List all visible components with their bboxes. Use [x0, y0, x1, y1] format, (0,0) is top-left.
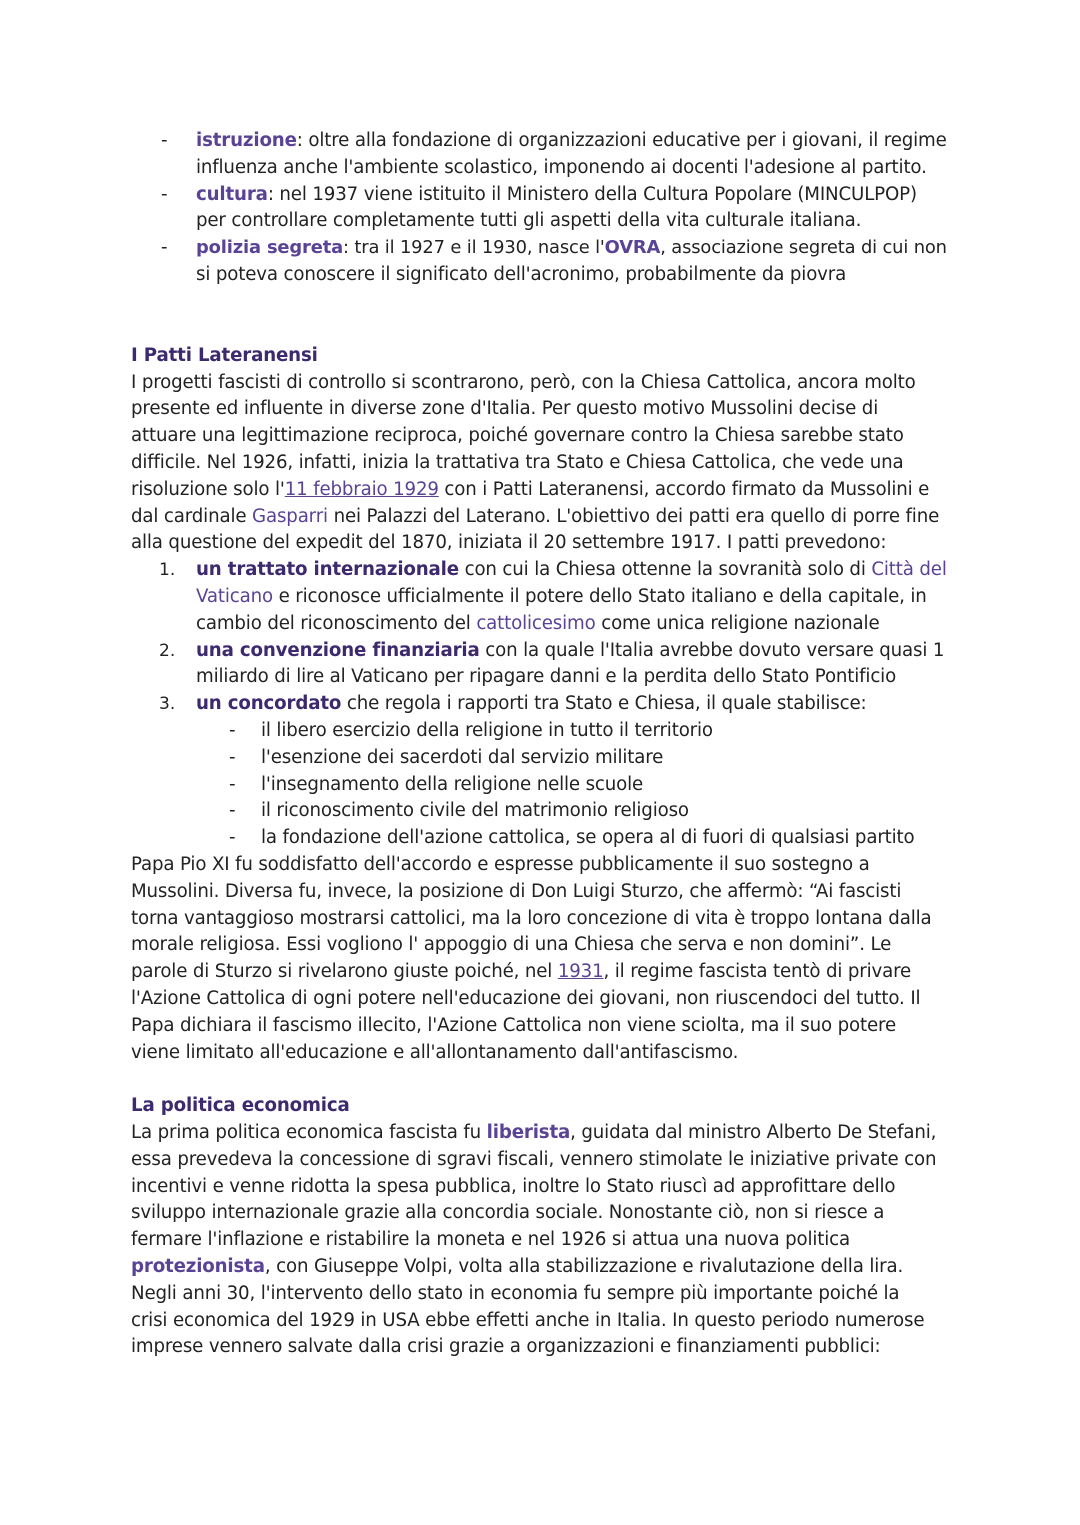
paragraph-line: torna vantaggioso mostrarsi cattolici, ma la loro concezione di vita è troppo lontana dalla — [131, 907, 932, 929]
term-convenzione: una convenzione finanziaria — [196, 639, 480, 661]
top-list — [131, 128, 951, 289]
bullet-dash: - — [161, 237, 168, 259]
item-number: 1. — [159, 560, 176, 581]
list-item-polizia-segreta: - polizia segreta: tra il 1927 e il 1930, nasce l'OVRA, associazione segreta di cui non si poteva conoscere il significato dell'acronimo, probabilmente da piovra — [161, 237, 947, 285]
numbered-item-3: 3. un concordato che regola i rapporti tra Stato e Chiesa, il quale stabilisce: — [131, 691, 951, 718]
link-cattolicesimo[interactable]: cattolicesimo — [476, 612, 596, 634]
paragraph-line: viene limitato all'educazione e all'allontanamento dall'antifascismo. — [131, 1041, 739, 1063]
paragraph-line: alla questione del expedit del 1870, iniziata il 20 settembre 1917. I patti prevedono: — [131, 532, 887, 554]
term-cultura: cultura — [196, 183, 268, 205]
paragraph-line: difficile. Nel 1926, infatti, inizia la trattativa tra Stato e Chiesa Cattolica, che vede una — [131, 451, 904, 473]
paragraph-line: dal cardinale Gasparri nei Palazzi del Laterano. L'obiettivo dei patti era quello di porre fine — [131, 505, 940, 527]
link-1931[interactable]: 1931 — [557, 961, 604, 983]
list-item: - il riconoscimento civile del matrimonio religioso — [229, 800, 689, 822]
paragraph-line: Mussolini. Diversa fu, invece, la posizione di Don Luigi Sturzo, che affermò: “Ai fascisti — [131, 880, 902, 902]
link-citta-del-vaticano[interactable]: Città del — [871, 559, 947, 581]
section-patti-lateranensi — [131, 343, 951, 1067]
paragraph-line: Papa dichiara il fascismo illecito, l'Azione Cattolica non viene sciolta, ma il suo potere — [131, 1014, 896, 1036]
bullet-dash: - — [161, 183, 168, 205]
bullet-dash: - — [161, 130, 168, 151]
heading-politica-economica: La politica economica — [131, 1095, 350, 1117]
link-gasparri[interactable]: Gasparri — [252, 505, 328, 527]
paragraph-line: attuare una legittimazione reciproca, poiché governare contro la Chiesa sarebbe stato — [131, 425, 904, 447]
list-item: - il libero esercizio della religione in tutto il territorio — [229, 719, 713, 741]
term-ovra: OVRA — [604, 237, 661, 259]
list-item: - la fondazione dell'azione cattolica, se opera al di fuori di qualsiasi partito — [229, 827, 915, 849]
paragraph-line: Negli anni 30, l'intervento dello stato in economia fu sempre più importante poiché la — [131, 1282, 900, 1304]
paragraph-line: protezionista, con Giuseppe Volpi, volta alla stabilizzazione e rivalutazione della lira. — [131, 1256, 904, 1278]
concordato-list — [131, 718, 951, 852]
paragraph-line: essa prevedeva la concessione di sgravi fiscali, vennero stimolate le iniziative private con — [131, 1148, 937, 1170]
paragraph-line: I progetti fascisti di controllo si scontrarono, però, con la Chiesa Cattolica, ancora molto — [131, 371, 916, 393]
term-istruzione: istruzione — [196, 130, 297, 151]
paragraph-line: crisi economica del 1929 in USA ebbe effetti anche in Italia. In questo periodo numerose — [131, 1309, 925, 1331]
list-item-cultura: - cultura: nel 1937 viene istituito il Ministero della Cultura Popolare (MINCULPOP) per controllare completamente tutti gli aspetti della vita culturale italiana. — [161, 183, 917, 232]
paragraph-line: l'Azione Cattolica di ogni potere nell'educazione dei giovani, non riuscendoci del tutto. Il — [131, 987, 921, 1009]
paragraph-line: La prima politica economica fascista fu liberista, guidata dal ministro Alberto De Stefani, — [131, 1122, 937, 1144]
term-protezionista: protezionista — [131, 1256, 265, 1278]
list-item-istruzione: - istruzione: oltre alla fondazione di organizzazioni educative per i giovani, il regime influenza anche l'ambiente scolastico, imponendo ai docenti l'adesione al partito. — [161, 130, 947, 178]
paragraph-line: risoluzione solo l'11 febbraio 1929 con i Patti Lateranensi, accordo firmato da Mussolini e — [131, 478, 930, 500]
section-politica-economica — [131, 1093, 951, 1361]
numbered-item-1: 1. un trattato internazionale con cui la Chiesa ottenne la sovranità solo di Città del Vaticano e riconosce ufficialmente il potere dello Stato italiano e della capitale, in cambio del riconoscimento del cattolicesimo come unica religione nazionale — [159, 559, 947, 634]
term-trattato: un trattato internazionale — [196, 559, 459, 581]
link-11-febbraio-1929[interactable]: 11 febbraio 1929 — [284, 478, 439, 500]
term-liberista: liberista — [486, 1122, 571, 1144]
paragraph-line: parole di Sturzo si rivelarono giuste poiché, nel 1931, il regime fascista tentò di privare — [131, 961, 912, 983]
paragraph-line: sviluppo internazionale grazie alla concordia sociale. Nonostante ciò, non si riesce a — [131, 1202, 885, 1224]
paragraph-line: presente ed influente in diverse zone d'Italia. Per questo motivo Mussolini decise di — [131, 398, 879, 420]
paragraph-line: fermare l'inflazione e ristabilire la moneta e nel 1926 si attua una nuova politica — [131, 1229, 850, 1251]
link-vaticano[interactable]: Vaticano — [196, 585, 273, 607]
list-item: - l'esenzione dei sacerdoti dal servizio militare — [229, 746, 664, 768]
paragraph-line: morale religiosa. Essi vogliono l' appoggio di una Chiesa che serva e non domini”. Le — [131, 934, 892, 956]
paragraph-line: incentivi e venne ridotta la spesa pubblica, inoltre lo Stato riuscì ad approfittare dello — [131, 1175, 896, 1197]
document-page — [131, 128, 951, 1361]
term-concordato: un concordato — [196, 693, 342, 715]
heading-patti-lateranensi: I Patti Lateranensi — [131, 344, 318, 366]
numbered-item-2: 2. una convenzione finanziaria con la quale l'Italia avrebbe dovuto versare quasi 1 miliardo di lire al Vaticano per ripagare danni e la perdita dello Stato Pontificio — [159, 639, 945, 688]
item-number: 2. — [159, 640, 176, 661]
paragraph-line: Papa Pio XI fu soddisfatto dell'accordo e espresse pubblicamente il suo sostegno a — [131, 853, 870, 875]
list-item: - l'insegnamento della religione nelle scuole — [229, 773, 644, 795]
term-polizia-segreta: polizia segreta — [196, 237, 343, 259]
paragraph-line: imprese vennero salvate dalla crisi grazie a organizzazioni e finanziamenti pubblici: — [131, 1336, 881, 1358]
item-number: 3. — [159, 694, 176, 715]
